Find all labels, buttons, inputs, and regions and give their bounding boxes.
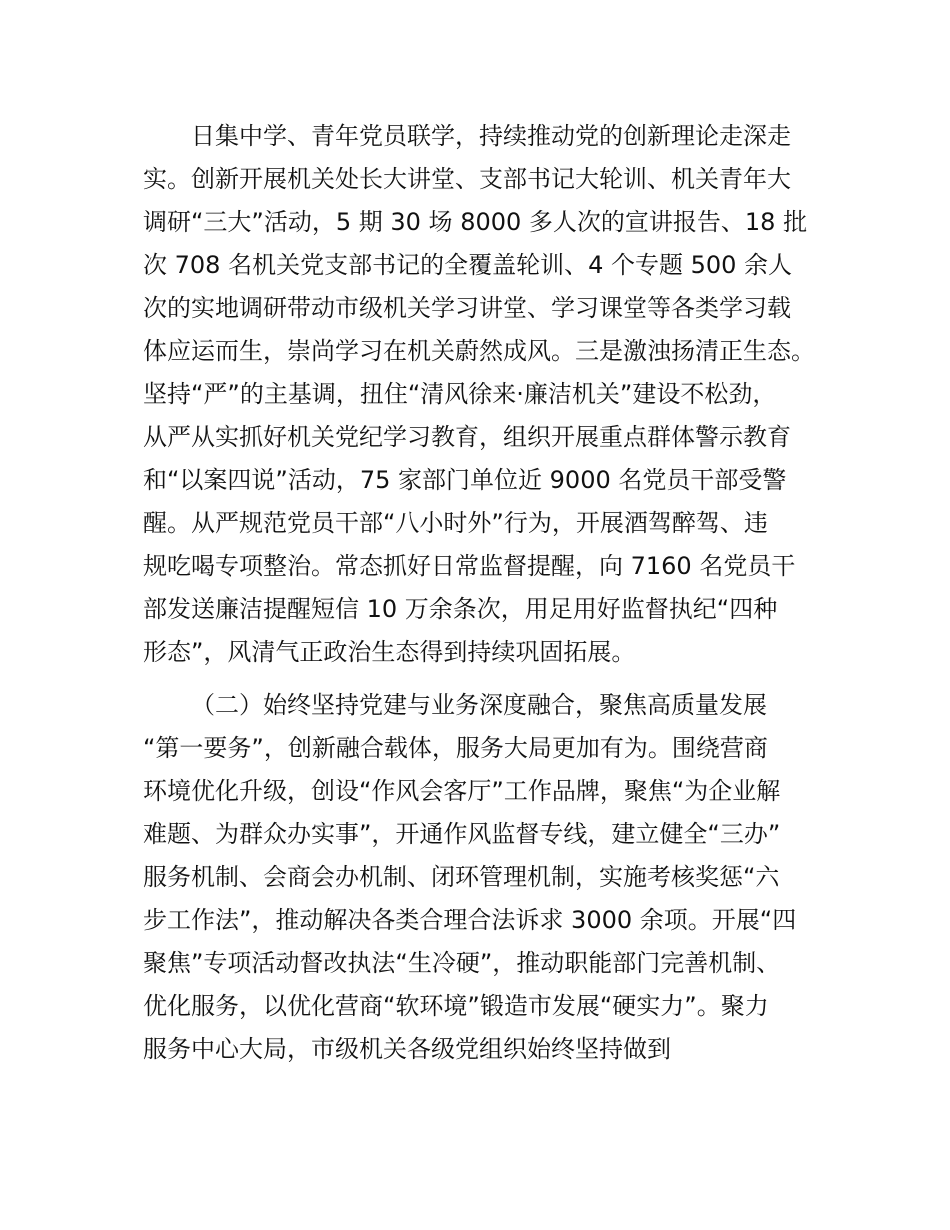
text-line: 体应运而生，崇尚学习在机关蔚然成风。三是激浊扬清正生态。: [143, 337, 815, 365]
text-line: 调研“三大”活动，5 期 30 场 8000 多人次的宣讲报告、18 批: [143, 208, 808, 236]
text-line: 难题、为群众办实事”，开通作风监督专线，建立健全“三办”: [143, 820, 781, 848]
text-line: 日集中学、青年党员联学，持续推动党的创新理论走深走: [191, 122, 791, 150]
text-line: 步工作法”，推动解决各类合理合法诉求 3000 余项。开展“四: [143, 906, 797, 934]
text-line: 部发送廉洁提醒短信 10 万余条次，用足用好监督执纪“四种: [143, 595, 778, 623]
text-line: 形态”，风清气正政治生态得到持续巩固拓展。: [143, 638, 636, 666]
text-line: 服务中心大局，市级机关各级党组织始终坚持做到: [143, 1035, 671, 1063]
text-line: 和“以案四说”活动，75 家部门单位近 9000 名党员干部受警: [143, 466, 787, 494]
text-line: 次 708 名机关党支部书记的全覆盖轮训、4 个专题 500 余人: [143, 251, 793, 279]
text-line: 醒。从严规范党员干部“八小时外”行为，开展酒驾醉驾、违: [143, 509, 768, 537]
text-line: “第一要务”，创新融合载体，服务大局更加有为。围绕营商: [143, 734, 768, 762]
text-line: 规吃喝专项整治。常态抓好日常监督提醒，向 7160 名党员干: [143, 552, 796, 580]
text-line: 聚焦”专项活动督改执法“生冷硬”，推动职能部门完善机制、: [143, 949, 781, 977]
text-line: 环境优化升级，创设“作风会客厅”工作品牌，聚焦“为企业解: [143, 777, 781, 805]
paragraph-1: [143, 115, 833, 674]
text-line: 从严从实抓好机关党纪学习教育，组织开展重点群体警示教育: [143, 423, 791, 451]
paragraph-2: [143, 684, 833, 1071]
text-line: 优化服务，以优化营商“软环境”锻造市发展“硬实力”。聚力: [143, 992, 769, 1020]
text-line: （二）始终坚持党建与业务深度融合，聚焦高质量发展: [191, 691, 767, 719]
document-body: [143, 115, 833, 1071]
text-line: 坚持“严”的主基调，扭住“清风徐来·廉洁机关”建设不松劲，: [143, 380, 777, 408]
text-line: 服务机制、会商会办机制、闭环管理机制，实施考核奖惩“六: [143, 863, 780, 891]
text-line: 实。创新开展机关处长大讲堂、支部书记大轮训、机关青年大: [143, 165, 791, 193]
text-line: 次的实地调研带动市级机关学习讲堂、学习课堂等各类学习载: [143, 294, 791, 322]
